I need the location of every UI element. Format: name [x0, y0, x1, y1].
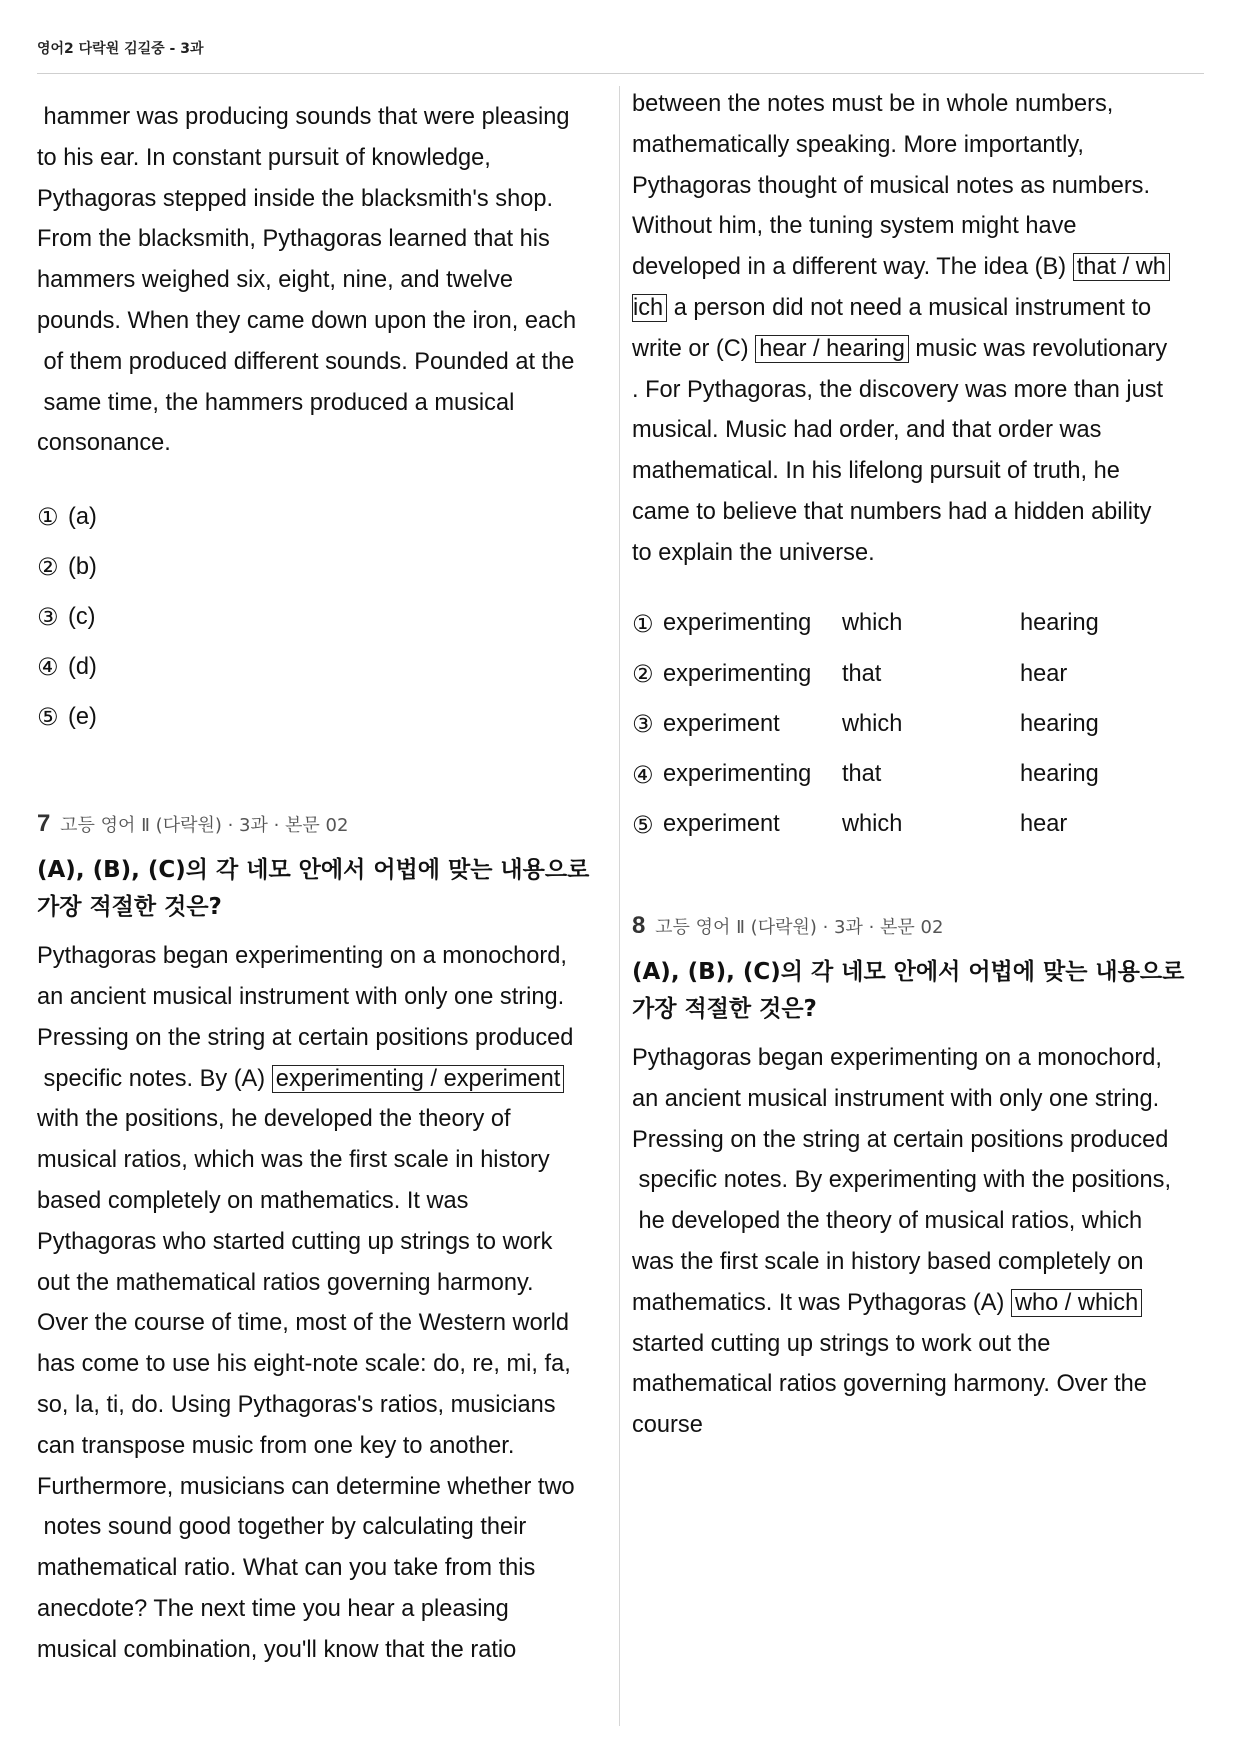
passage-line: specific notes. By experimenting with the positions,: [632, 1167, 1171, 1194]
passage-line: came to believe that numbers had a hidden ability: [632, 498, 1152, 525]
column-divider: [619, 86, 620, 1726]
answer-choice[interactable]: [632, 699, 1207, 749]
passage-line: [37, 1059, 607, 1100]
passage-line: between the notes must be in whole numbers,: [632, 91, 1114, 117]
passage-line: started cutting up strings to work out the: [632, 1330, 1051, 1357]
choice-number: ①: [37, 503, 59, 532]
question-7: [37, 810, 607, 1670]
passage-line: [632, 1283, 1207, 1324]
passage-line: mathematical. In his lifelong pursuit of truth, he: [632, 458, 1120, 485]
choice-number: ②: [632, 660, 654, 688]
passage-line: [632, 288, 1207, 329]
question-number: 8: [632, 912, 646, 940]
answer-choice[interactable]: [632, 800, 1207, 850]
choice-b: which: [842, 610, 903, 637]
grammar-choice-box-b: that / wh: [1073, 253, 1170, 281]
question-title-line: 가장 적절한 것은?: [37, 894, 222, 921]
answer-choice[interactable]: [37, 642, 607, 692]
passage-line: musical. Music had order, and that order was: [632, 417, 1102, 444]
passage-line: same time, the hammers produced a musical: [37, 389, 515, 416]
passage-line: Pythagoras began experimenting on a monochord,: [37, 943, 567, 970]
passage-line: an ancient musical instrument with only one string.: [37, 983, 565, 1010]
passage-line: [632, 247, 1207, 288]
passage-line: Pythagoras thought of musical notes as numbers.: [632, 172, 1151, 199]
passage-line: mathematical ratio. What can you take from this: [37, 1555, 536, 1582]
choice-c: hearing: [1020, 710, 1099, 737]
passage-text: specific notes. By (A): [37, 1065, 272, 1092]
passage-line: has come to use his eight-note scale: do, re, mi, fa,: [37, 1351, 571, 1378]
passage-line: an ancient musical instrument with only one string.: [632, 1085, 1160, 1112]
passage-line: musical combination, you'll know that the ratio: [37, 1636, 517, 1663]
question-title-line: (A), (B), (C)의 각 네모 안에서 어법에 맞는 내용으로: [632, 959, 1185, 986]
passage-line: Pythagoras stepped inside the blacksmith's shop.: [37, 185, 553, 212]
choice-a: experimenting: [663, 610, 812, 637]
passage-line: with the positions, he developed the theory of: [37, 1106, 511, 1133]
question-title: [37, 852, 607, 926]
passage-text: music was revolutionary: [908, 335, 1168, 362]
choice-b: that: [842, 660, 882, 687]
passage-line: to explain the universe.: [632, 539, 875, 566]
choice-number: ④: [632, 760, 654, 789]
passage-text: mathematics. It was Pythagoras (A): [632, 1289, 1011, 1316]
answer-choice[interactable]: [37, 542, 607, 592]
choice-b: that: [842, 761, 882, 788]
choice-c: hear: [1020, 811, 1068, 838]
passage-line: based completely on mathematics. It was: [37, 1187, 469, 1214]
question-meta: [632, 912, 1207, 940]
passage-line: consonance.: [37, 430, 171, 457]
question-meta: [37, 810, 607, 838]
passage-line: Pythagoras began experimenting on a monochord,: [632, 1045, 1162, 1072]
passage-text: developed in a different way. The idea (B): [632, 254, 1073, 281]
choice-number: ①: [632, 609, 654, 638]
passage-line: out the mathematical ratios governing harmony.: [37, 1269, 534, 1296]
choice-text: (e): [68, 703, 97, 730]
grammar-choice-box-c: hear / hearing: [755, 335, 909, 363]
passage-text: a person did not need a musical instrument to: [667, 294, 1152, 321]
choice-b: which: [842, 710, 903, 737]
header-divider: [37, 73, 1204, 74]
choice-number: ⑤: [632, 810, 654, 839]
answer-choice[interactable]: [37, 492, 607, 542]
question-title-line: (A), (B), (C)의 각 네모 안에서 어법에 맞는 내용으로: [37, 857, 590, 884]
passage-line: was the first scale in history based completely on: [632, 1249, 1144, 1276]
choice-a: experimenting: [663, 660, 812, 687]
passage-line: notes sound good together by calculating their: [37, 1514, 527, 1541]
left-column: [37, 97, 607, 1671]
passage-line: Pressing on the string at certain positions produced: [37, 1024, 574, 1051]
answer-choice[interactable]: [632, 599, 1207, 649]
answer-choices-q7: [632, 599, 1207, 850]
passage-line: hammers weighed six, eight, nine, and twelve: [37, 267, 514, 294]
right-column: [632, 84, 1207, 1446]
choice-c: hearing: [1020, 761, 1099, 788]
choice-a: experimenting: [663, 761, 812, 788]
question-passage: [632, 1038, 1207, 1446]
passage-line: Pythagoras who started cutting up strings to work: [37, 1228, 553, 1255]
choice-a: experiment: [663, 811, 780, 838]
passage-line: hammer was producing sounds that were pleasing: [37, 104, 570, 130]
question-source: 고등 영어 Ⅱ (다락원) · 3과 · 본문 02: [655, 917, 944, 939]
answer-choices-q6: [37, 492, 607, 742]
choice-text: (b): [68, 553, 97, 580]
choice-b: which: [842, 811, 903, 838]
question-passage: [37, 936, 607, 1670]
passage-line: so, la, ti, do. Using Pythagoras's ratios, musicians: [37, 1391, 556, 1418]
answer-choice[interactable]: [632, 749, 1207, 799]
passage-line: mathematical ratios governing harmony. Over the: [632, 1371, 1147, 1398]
question-title-line: 가장 적절한 것은?: [632, 996, 817, 1023]
choice-text: (d): [68, 653, 97, 680]
passage-line: [632, 329, 1207, 370]
choice-a: experiment: [663, 710, 780, 737]
answer-choice[interactable]: [632, 649, 1207, 699]
choice-c: hear: [1020, 660, 1068, 687]
passage-line: . For Pythagoras, the discovery was more than just: [632, 376, 1164, 403]
choice-c: hearing: [1020, 610, 1099, 637]
question-title: [632, 954, 1207, 1028]
passage-line: he developed the theory of musical ratios, which: [632, 1208, 1143, 1235]
choice-number: ④: [37, 653, 59, 682]
choice-number: ⑤: [37, 703, 59, 732]
passage-line: mathematically speaking. More importantly,: [632, 131, 1084, 158]
passage-line: Furthermore, musicians can determine whether two: [37, 1473, 575, 1500]
passage-line: From the blacksmith, Pythagoras learned that his: [37, 226, 550, 253]
passage-line: of them produced different sounds. Pounded at the: [37, 348, 575, 375]
choice-number: ②: [37, 553, 59, 582]
choice-text: (a): [68, 503, 97, 530]
passage-line: course: [632, 1412, 703, 1439]
passage-line: Pressing on the string at certain positions produced: [632, 1126, 1169, 1153]
grammar-choice-box-a: who / which: [1011, 1289, 1142, 1317]
passage-line: Over the course of time, most of the Western world: [37, 1310, 569, 1337]
passage-line: pounds. When they came down upon the iron, each: [37, 307, 577, 334]
grammar-choice-box-b-cont: ich: [632, 294, 667, 322]
grammar-choice-box-a: experimenting / experiment: [272, 1065, 565, 1093]
choice-number: ③: [37, 603, 59, 632]
question-source: 고등 영어 Ⅱ (다락원) · 3과 · 본문 02: [60, 815, 349, 837]
passage-line: musical ratios, which was the first scale in history: [37, 1147, 550, 1174]
choice-number: ③: [632, 710, 654, 739]
passage-line: can transpose music from one key to another.: [37, 1432, 515, 1459]
page-header-title: 영어2 다락원 김길중 - 3과: [37, 41, 204, 57]
passage-line: to his ear. In constant pursuit of knowledge,: [37, 144, 491, 171]
passage-line: Without him, the tuning system might have: [632, 213, 1077, 240]
question-8: [632, 912, 1207, 1446]
choice-text: (c): [68, 603, 96, 630]
answer-choice[interactable]: [37, 692, 607, 742]
passage-continuation: [37, 97, 607, 464]
passage-line: anecdote? The next time you hear a pleasing: [37, 1595, 509, 1622]
passage-text: write or (C): [632, 335, 756, 362]
passage-continuation: [632, 84, 1207, 574]
question-number: 7: [37, 810, 51, 838]
answer-choice[interactable]: [37, 592, 607, 642]
